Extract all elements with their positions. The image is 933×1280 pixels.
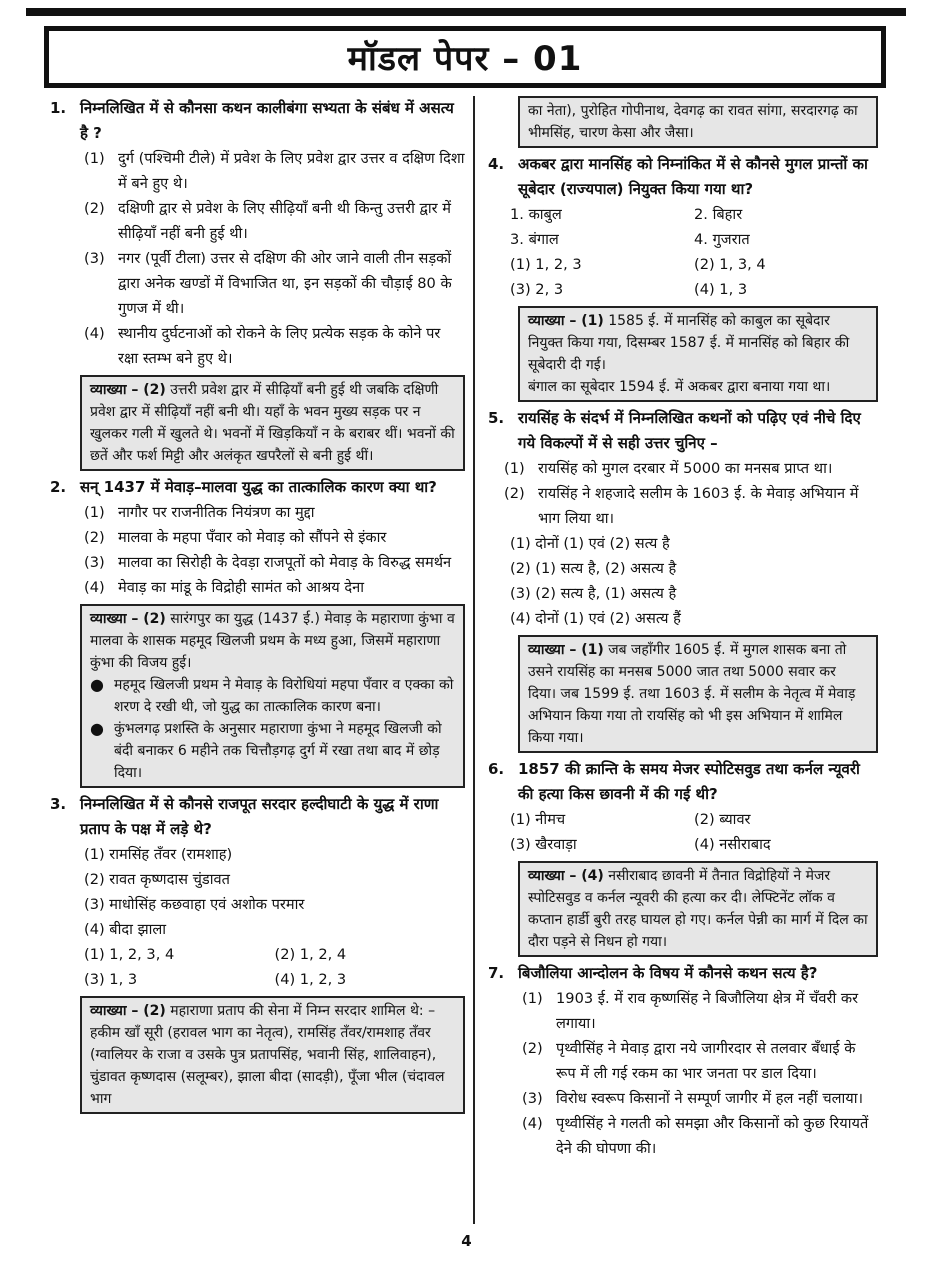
bullet-icon: ● bbox=[90, 719, 104, 738]
answer-choice: (2) (1) सत्य है, (2) असत्य है bbox=[510, 560, 677, 577]
option: (4) मेवाड़ का मांडू के विद्रोही सामंत को आश्रय देना bbox=[84, 579, 365, 596]
right-column bbox=[488, 96, 878, 1163]
answer-choice: (1) दोनों (1) एवं (2) सत्य है bbox=[510, 535, 670, 552]
page-title: मॉडल पेपर – 01 bbox=[347, 39, 583, 79]
explanation-box bbox=[80, 996, 465, 1114]
list-item: (4) बीदा झाला bbox=[84, 921, 167, 938]
question-3 bbox=[50, 792, 465, 1114]
question-number: 1. bbox=[50, 99, 67, 117]
option: (4) पृथ्वीसिंह ने गलती को समझा और किसानों को कुछ रियायतें देने की घोपणा की। bbox=[522, 1115, 869, 1157]
question-text: निम्नलिखित में से कौनसा कथन कालीबंगा सभ्यता के संबंध में असत्य है ? bbox=[80, 99, 454, 142]
explanation-box bbox=[518, 635, 878, 753]
bullet-icon: ● bbox=[90, 675, 104, 694]
question-number: 4. bbox=[488, 155, 505, 173]
explanation-text: सारंगपुर का युद्ध (1437 ई.) मेवाड़ के महाराणा कुंभा व मालवा के शासक महमूद खिलजी प्रथम के मध्य हुआ, जिसमें महाराणा कुंभा की विजय हुई। bbox=[90, 611, 455, 671]
question-6 bbox=[488, 757, 878, 957]
question-5 bbox=[488, 406, 878, 753]
list-item: (1) रामसिंह तँवर (रामशाह) bbox=[84, 846, 233, 863]
explanation-box-continued bbox=[518, 96, 878, 148]
list-item: (2) रावत कृष्णदास चुंडावत bbox=[84, 871, 230, 888]
column-divider bbox=[473, 96, 475, 1224]
question-4 bbox=[488, 152, 878, 402]
explanation-text: उत्तरी प्रवेश द्वार में सीढ़ियाँ बनी हुई थी जबकि दक्षिणी प्रवेश द्वार में सीढ़ियाँ नहीं बनी थी। यहाँ के भवन मुख्य सड़क पर न खुलकर गली में खुलते थे। भवनों में खिड़कियाँ न के बराबर थीं। भवनों की छतें और फर्श मिट्टी और अलंकृत खपरैलों से बनी हुई थीं। bbox=[90, 382, 455, 464]
list-item: (3) माधोसिंह कछवाहा एवं अशोक परमार bbox=[84, 896, 305, 913]
top-rule bbox=[26, 8, 906, 16]
explanation-label: व्याख्या – (4) bbox=[528, 868, 604, 884]
explanation-text: का नेता), पुरोहित गोपीनाथ, देवगढ़ का रावत सांगा, सरदारगढ़ का भीमसिंह, चारण केसा और जैसा। bbox=[528, 103, 858, 141]
question-number: 5. bbox=[488, 409, 505, 427]
question-text: बिजौलिया आन्दोलन के विषय में कौनसे कथन सत्य है? bbox=[518, 964, 818, 982]
statement: (2) रायसिंह ने शहजादे सलीम के 1603 ई. के मेवाड़ अभियान में भाग लिया था। bbox=[504, 485, 859, 527]
explanation-box bbox=[518, 861, 878, 957]
answer-choices: (3) 1, 3 (4) 1, 2, 3 bbox=[84, 971, 347, 988]
explanation-label: व्याख्या – (1) bbox=[528, 642, 604, 658]
explanation-box bbox=[518, 306, 878, 402]
bullet-item: ● महमूद खिलजी प्रथम ने मेवाड़ के विरोधियां महपा पँवार व एक्का को शरण दे रखी थी, जो युद्ध का तात्कालिक कारण बना। bbox=[90, 674, 455, 718]
bullet-item: ● कुंभलगढ़ प्रशस्ति के अनुसार महाराणा कुंभा ने महमूद खिलजी को बंदी बनाकर 6 महीने तक चित्तौड़गढ़ दुर्ग में रखा तथा बाद में छोड़ दिया। bbox=[90, 718, 455, 784]
answer-choice: (4) दोनों (1) एवं (2) असत्य हैं bbox=[510, 610, 681, 627]
left-column bbox=[50, 96, 465, 1118]
question-1 bbox=[50, 96, 465, 471]
answer-choice: (3) (2) सत्य है, (1) असत्य है bbox=[510, 585, 677, 602]
option: (1) नागौर पर राजनीतिक नियंत्रण का मुद्दा bbox=[84, 504, 315, 521]
question-number: 3. bbox=[50, 795, 67, 813]
question-2 bbox=[50, 475, 465, 788]
option: (1) 1903 ई. में राव कृष्णसिंह ने बिजौलिया क्षेत्र में चँवरी कर लगाया। bbox=[522, 990, 859, 1032]
question-text: अकबर द्वारा मानसिंह को निम्नांकित में से कौनसे मुगल प्रान्तों का सूबेदार (राज्यपाल) नियुक्त किया गया था? bbox=[518, 155, 868, 198]
answer-choices: (1) 1, 2, 3 (2) 1, 3, 4 bbox=[510, 256, 766, 273]
question-7 bbox=[488, 961, 878, 1161]
page-number: 4 bbox=[461, 1232, 472, 1250]
statement: (1) रायसिंह को मुगल दरबार में 5000 का मनसब प्राप्त था। bbox=[504, 460, 833, 477]
question-number: 6. bbox=[488, 760, 505, 778]
answer-choices: (3) खैरवाड़ा (4) नसीराबाद bbox=[510, 836, 771, 853]
option: (1) दुर्ग (पश्चिमी टीले) में प्रवेश के लिए प्रवेश द्वार उत्तर व दक्षिण दिशा में बने हुए थे। bbox=[84, 150, 465, 192]
list-items: 3. बंगाल 4. गुजरात bbox=[510, 231, 750, 248]
explanation-box bbox=[80, 375, 465, 471]
explanation-text: जब जहाँगीर 1605 ई. में मुगल शासक बना तो उसने रायसिंह का मनसब 5000 जात तथा 5000 सवार कर दिया। जब 1599 ई. तथा 1603 ई. में सलीम के नेतृत्व में मेवाड़ अभियान किया गया तो रायसिंह को भी इस अभियान में शामिल किया गया। bbox=[528, 642, 856, 746]
page-title-box bbox=[44, 26, 886, 88]
explanation-label: व्याख्या – (2) bbox=[90, 382, 166, 398]
answer-choices: (1) 1, 2, 3, 4 (2) 1, 2, 4 bbox=[84, 946, 347, 963]
option: (2) दक्षिणी द्वार से प्रवेश के लिए सीढ़ियाँ बनी थी किन्तु उत्तरी द्वार में सीढ़ियाँ नहीं बनी हुई थी। bbox=[84, 200, 451, 242]
explanation-label: व्याख्या – (2) bbox=[90, 1003, 166, 1019]
question-text: 1857 की क्रान्ति के समय मेजर स्पोटिसवुड तथा कर्नल न्यूवरी की हत्या किस छावनी में की गई थी? bbox=[518, 760, 860, 803]
option: (3) विरोध स्वरूप किसानों ने सम्पूर्ण जागीर में हल नहीं चलाया। bbox=[522, 1090, 864, 1107]
list-items: 1. काबुल 2. बिहार bbox=[510, 206, 743, 223]
option: (3) नगर (पूर्वी टीला) उत्तर से दक्षिण की ओर जाने वाली तीन सड़कों द्वारा अनेक खण्डों में विभाजित था, इन सड़कों की चौड़ाई 80 के गुणज में थी। bbox=[84, 250, 452, 317]
explanation-text: 1585 ई. में मानसिंह को काबुल का सूबेदार नियुक्त किया गया, दिसम्बर 1587 ई. में मानसिंह को बिहार की सूबेदारी दी गई। bbox=[528, 313, 850, 373]
question-text: सन् 1437 में मेवाड़–मालवा युद्ध का तात्कालिक कारण क्या था? bbox=[80, 478, 437, 496]
explanation-text: नसीराबाद छावनी में तैनात विद्रोहियों ने मेजर स्पोटिसवुड व कर्नल न्यूवरी की हत्या कर दी। लेफ्टिनेंट लॉक व कप्तान हार्डी बुरी तरह घायल हो गए। कर्नल पेन्नी का मार्ग में दिल का दौरा पड़ने से निधन हो गया। bbox=[528, 868, 868, 950]
question-text: रायसिंह के संदर्भ में निम्नलिखित कथनों को पढ़िए एवं नीचे दिए गये विकल्पों में से सही उत्तर चुनिए – bbox=[518, 409, 861, 452]
answer-choices: (3) 2, 3 (4) 1, 3 bbox=[510, 281, 748, 298]
explanation-text: महाराणा प्रताप की सेना में निम्न सरदार शामिल थे: – हकीम खाँ सूरी (हरावल भाग का नेतृत्व), रामसिंह तँवर/रामशाह तँवर (ग्वालियर के राजा व उसके पुत्र प्रतापसिंह, भवानी सिंह, शालिवाहन), चुंडावत कृष्णदास (सलूम्बर), झाला बीदा (सादड़ी), पूँजा भील (चंदावल भाग bbox=[90, 1003, 445, 1107]
option: (2) पृथ्वीसिंह ने मेवाड़ द्वारा नये जागीरदार से तलवार बँधाई के रूप में ली गई रकम का भार जनता पर डाल दिया। bbox=[522, 1040, 856, 1082]
option: (3) मालवा का सिरोही के देवड़ा राजपूतों को मेवाड़ के विरुद्ध समर्थन bbox=[84, 554, 452, 571]
explanation-label: व्याख्या – (1) bbox=[528, 313, 604, 329]
explanation-label: व्याख्या – (2) bbox=[90, 611, 166, 627]
explanation-box bbox=[80, 604, 465, 788]
option: (2) मालवा के महपा पँवार को मेवाड़ को सौंपने से इंकार bbox=[84, 529, 387, 546]
question-number: 7. bbox=[488, 964, 505, 982]
question-text: निम्नलिखित में से कौनसे राजपूत सरदार हल्दीघाटी के युद्ध में राणा प्रताप के पक्ष में लड़े थे? bbox=[80, 795, 439, 838]
option: (4) स्थानीय दुर्घटनाओं को रोकने के लिए प्रत्येक सड़क के कोने पर रक्षा स्तम्भ बने हुए थे। bbox=[84, 325, 441, 367]
answer-choices: (1) नीमच (2) ब्यावर bbox=[510, 811, 751, 828]
explanation-text-2: बंगाल का सूबेदार 1594 ई. में अकबर द्वारा बनाया गया था। bbox=[528, 379, 831, 395]
question-number: 2. bbox=[50, 478, 67, 496]
